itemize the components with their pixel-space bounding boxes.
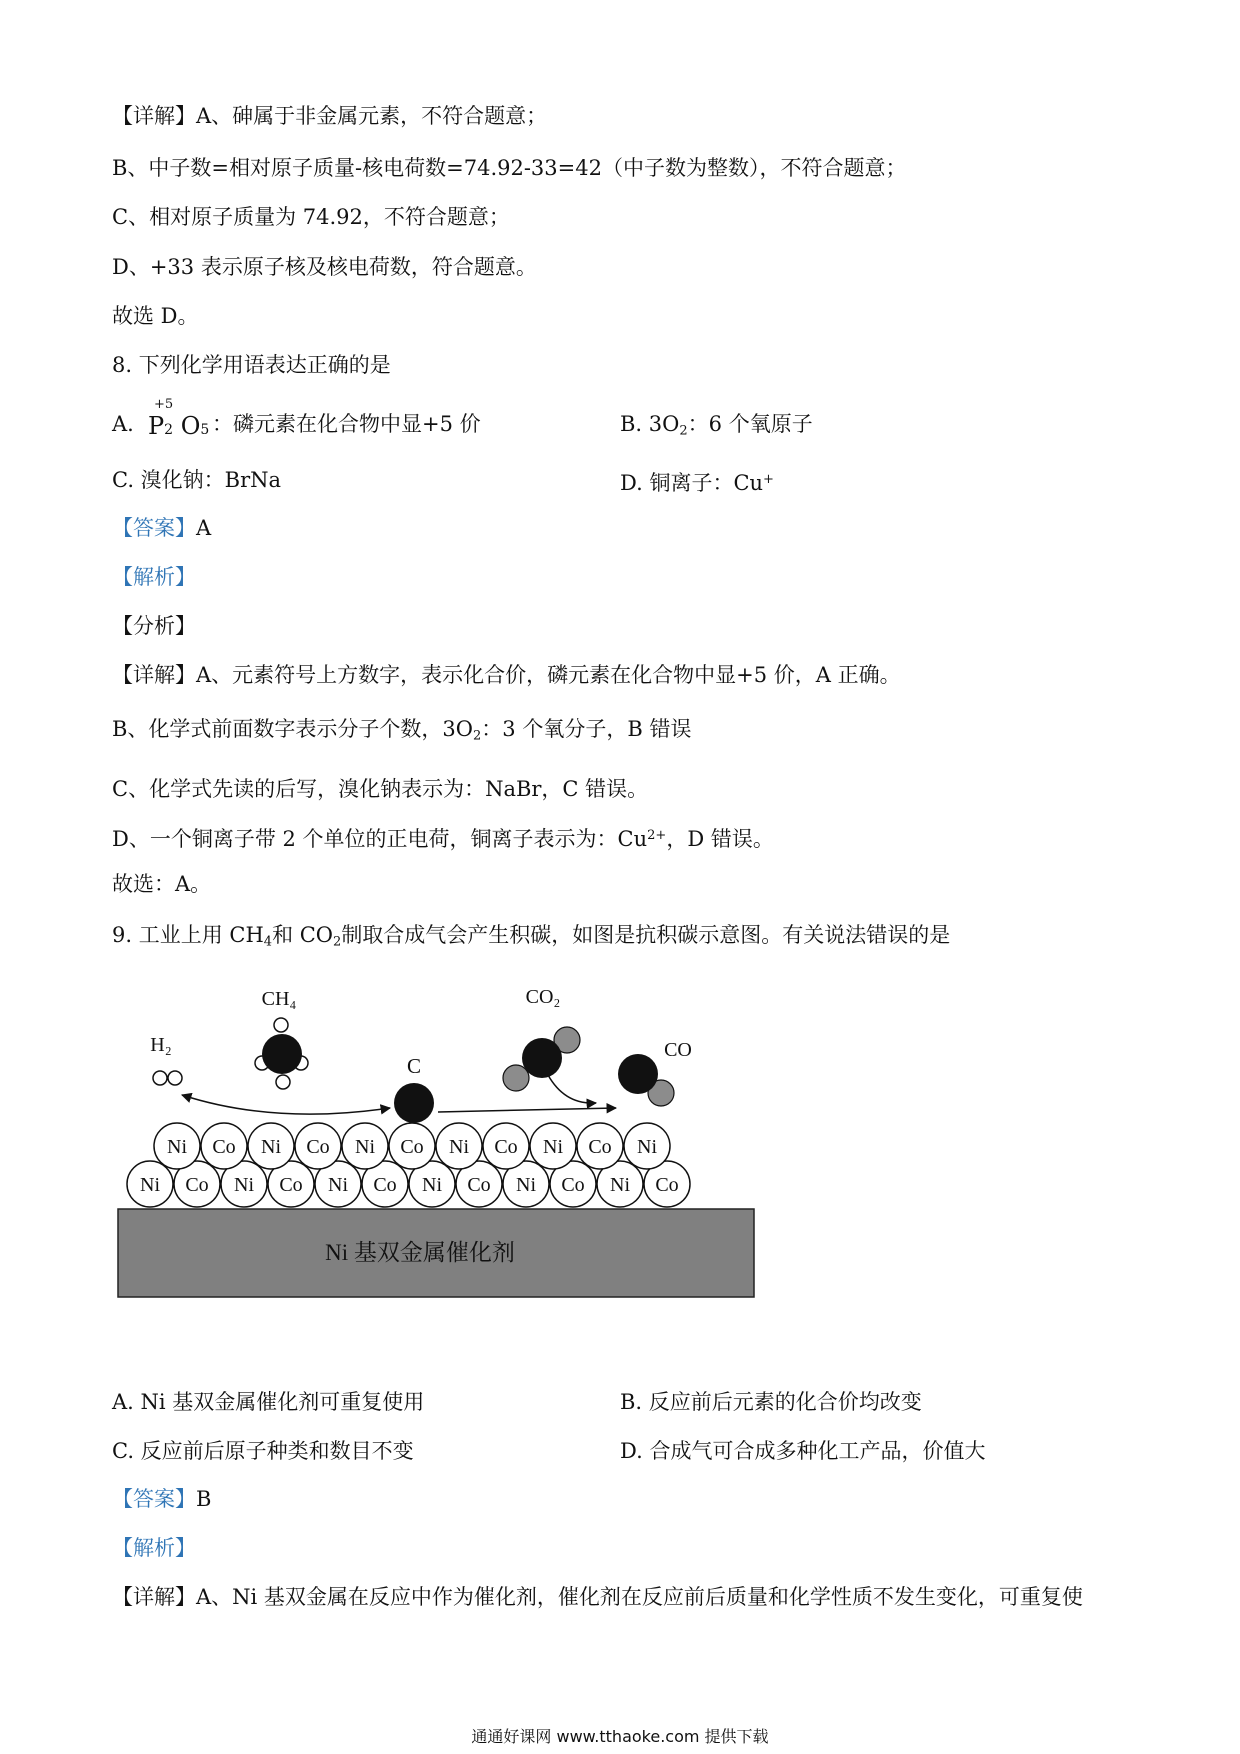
co-molecule bbox=[618, 1054, 674, 1106]
co-label: CO bbox=[664, 1039, 692, 1061]
co-atom-label: Co bbox=[279, 1174, 303, 1196]
q7-detail-d: D、+33 表示原子核及核电荷数，符合题意。 bbox=[112, 255, 537, 279]
h2-label: H₂ bbox=[150, 1034, 172, 1056]
detail-label: 【详解】 bbox=[112, 104, 196, 128]
answer-label: 【答案】 bbox=[112, 516, 196, 540]
co-atom-label: Co bbox=[373, 1174, 397, 1196]
co-atom-label: Co bbox=[185, 1174, 209, 1196]
co2-label: CO₂ bbox=[525, 986, 561, 1008]
h2-molecule bbox=[153, 1071, 182, 1085]
q7-detail-b: B、中子数=相对原子质量-核电荷数=74.92-33=42（中子数为整数），不符合题意； bbox=[112, 156, 907, 180]
co-atom-label: Co bbox=[588, 1136, 612, 1158]
q8-detail-a: 【详解】A、元素符号上方数字，表示化合价，磷元素在化合物中显+5 价，A 正确。 bbox=[112, 663, 901, 687]
q7-detail-a: 【详解】A、砷属于非金属元素，不符合题意； bbox=[112, 104, 548, 128]
q8-detail-d: D、一个铜离子带 2 个单位的正电荷，铜离子表示为：$Cu^{2+}$，D 错误。 bbox=[112, 827, 774, 852]
q8-stem: 8. 下列化学用语表达正确的是 bbox=[112, 353, 391, 377]
arrow-to-h2-and-c bbox=[182, 1095, 390, 1114]
q9-stem: 9. 工业上用 $CH_4$和 $CO_2$制取合成气会产生积碳，如图是抗积碳示意图。有关说法错误的是 bbox=[112, 923, 951, 950]
footer: 通通好课网 www.tthaoke.com 提供下载 bbox=[471, 1727, 769, 1746]
carbon-atom bbox=[394, 1083, 434, 1123]
q8-option-a-prefix: A. bbox=[112, 412, 134, 436]
ni-atom-label: Ni bbox=[543, 1136, 563, 1158]
ch4-label: CH₄ bbox=[261, 988, 297, 1010]
co-atom-label: Co bbox=[212, 1136, 236, 1158]
co-atom-label: Co bbox=[306, 1136, 330, 1158]
catalyst-label: Ni 基双金属催化剂 bbox=[325, 1240, 515, 1265]
q9-option-d: D. 合成气可合成多种化工产品，价值大 bbox=[620, 1439, 986, 1463]
catalyst-atom-row-top bbox=[154, 1123, 670, 1169]
answer-label: 【答案】 bbox=[112, 1487, 196, 1511]
q8-answer: 【答案】A bbox=[112, 516, 212, 540]
anti-carbon-diagram bbox=[0, 970, 1240, 1310]
q9-option-a: A. Ni 基双金属催化剂可重复使用 bbox=[112, 1390, 425, 1414]
ni-atom-label: Ni bbox=[261, 1136, 281, 1158]
q8-option-b: B. $3O_2$：6 个氧原子 bbox=[620, 412, 813, 439]
ni-atom-label: Ni bbox=[610, 1174, 630, 1196]
q8-analysis-label: 【解析】 bbox=[112, 565, 196, 589]
q8-detail-c: C、化学式先读的后写，溴化钠表示为：NaBr，C 错误。 bbox=[112, 777, 649, 801]
q8-option-a-text: ：磷元素在化合物中显+5 价 bbox=[212, 412, 481, 436]
q8-option-c: C. 溴化钠：BrNa bbox=[112, 468, 282, 492]
ni-atom-label: Ni bbox=[449, 1136, 469, 1158]
q9-analysis-label: 【解析】 bbox=[112, 1536, 196, 1560]
c-label: C bbox=[406, 1054, 422, 1078]
ni-atom-label: Ni bbox=[328, 1174, 348, 1196]
q7-detail-c: C、相对原子质量为 74.92，不符合题意； bbox=[112, 205, 510, 229]
valence-mark: +5 bbox=[154, 397, 174, 412]
q8-p2o5-formula: +5 P2 O5 bbox=[148, 397, 210, 440]
co-atom-label: Co bbox=[494, 1136, 518, 1158]
q9-answer: 【答案】B bbox=[112, 1487, 212, 1511]
ni-atom-label: Ni bbox=[355, 1136, 375, 1158]
q8-option-d: D. 铜离子：Cu+ bbox=[620, 471, 774, 496]
ni-atom-label: Ni bbox=[234, 1174, 254, 1196]
co-atom-label: Co bbox=[400, 1136, 424, 1158]
q8-fenxi-label: 【分析】 bbox=[112, 614, 196, 638]
q9-option-b: B. 反应前后元素的化合价均改变 bbox=[620, 1390, 922, 1414]
arrow-c-to-co bbox=[438, 1108, 616, 1112]
co2-molecule bbox=[503, 1027, 580, 1091]
arrow-o-to-co bbox=[548, 1075, 596, 1103]
ni-atom-label: Ni bbox=[516, 1174, 536, 1196]
co-atom-label: Co bbox=[467, 1174, 491, 1196]
q8-detail-b: B、化学式前面数字表示分子个数，$3O_2$：3 个氧分子，B 错误 bbox=[112, 717, 692, 744]
ni-atom-label: Ni bbox=[422, 1174, 442, 1196]
ni-atom-label: Ni bbox=[140, 1174, 160, 1196]
q9-option-c: C. 反应前后原子种类和数目不变 bbox=[112, 1439, 414, 1463]
ni-atom-label: Ni bbox=[167, 1136, 187, 1158]
q9-detail-a: 【详解】A、Ni 基双金属在反应中作为催化剂，催化剂在反应前后质量和化学性质不发生变化，可重复使 bbox=[112, 1585, 1083, 1609]
ni-atom-label: Ni bbox=[637, 1136, 657, 1158]
q7-choice: 故选 D。 bbox=[112, 304, 199, 328]
ch4-molecule bbox=[255, 1018, 308, 1089]
q8-choice: 故选：A。 bbox=[112, 872, 212, 896]
co-atom-label: Co bbox=[655, 1174, 679, 1196]
co-atom-label: Co bbox=[561, 1174, 585, 1196]
